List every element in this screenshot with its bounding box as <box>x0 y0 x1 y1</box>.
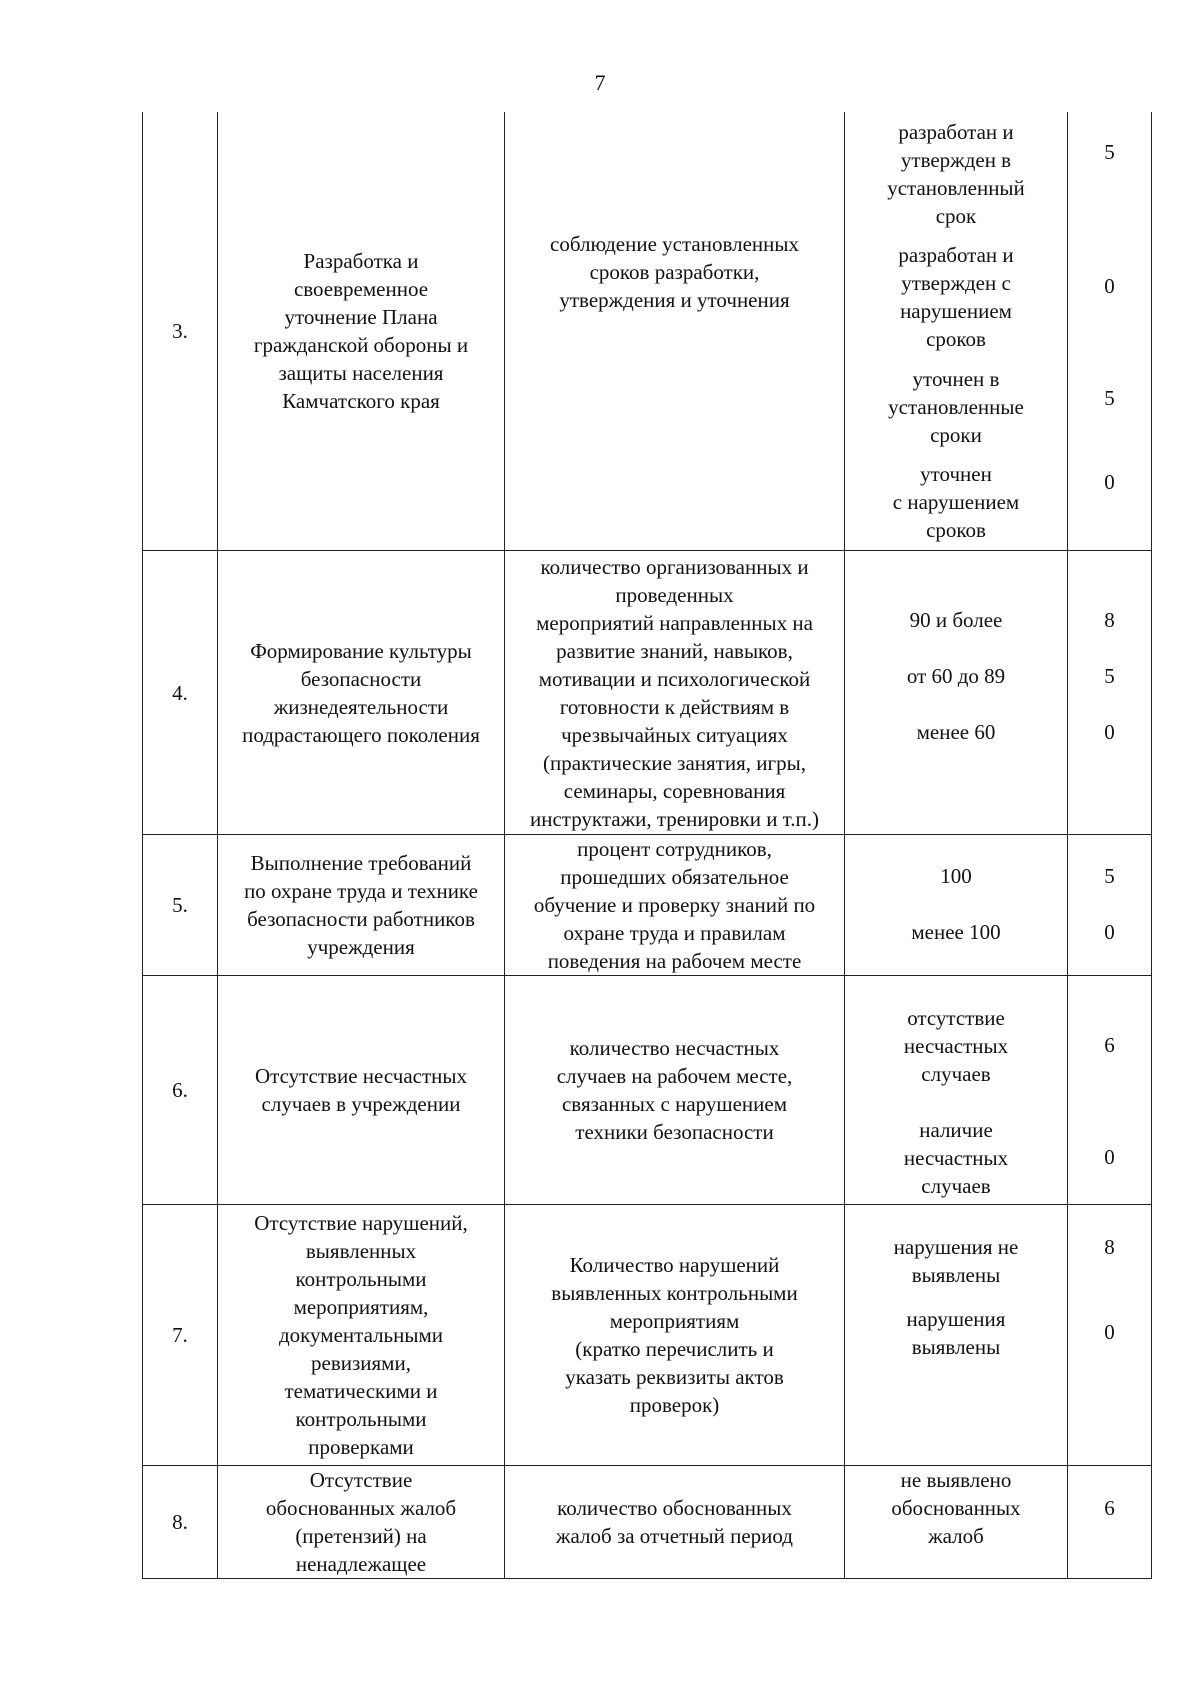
criterion-indicator: количество несчастных случаев на рабочем месте, связанных с нарушением техники безопасности <box>505 976 845 1205</box>
value-option: разработан и утвержден с нарушением сроков <box>898 243 1014 352</box>
criterion-name: Формирование культуры безопасности жизнедеятельности подрастающего поколения <box>218 551 505 835</box>
criterion-values <box>845 835 1068 976</box>
criterion-scores <box>1068 112 1152 551</box>
criterion-scores <box>1068 835 1152 976</box>
criterion-indicator: соблюдение установленных сроков разработки, утверждения и уточнения <box>505 112 845 551</box>
value-option: нарушения не выявлены <box>893 1235 1019 1287</box>
row-number: 6. <box>143 976 218 1205</box>
value-option: разработан и утвержден в установленный срок <box>887 119 1025 228</box>
table-row <box>143 976 1152 1205</box>
score-value: 0 <box>1104 720 1115 744</box>
value-option: менее 100 <box>911 920 1001 944</box>
row-number: 7. <box>143 1205 218 1466</box>
row-number: 3. <box>143 112 218 551</box>
criterion-indicator: количество организованных и проведенных мероприятий направленных на развитие знаний, навыков, мотивации и психологической готовности к действиям в чрезвычайных ситуациях (практические занятия, игры, семинары, соревнования инструктажи, тренировки и т.п.) <box>505 551 845 835</box>
score-value: 5 <box>1104 386 1115 410</box>
criteria-table <box>142 112 1152 1579</box>
table-row <box>143 1466 1152 1579</box>
score-value: 5 <box>1104 664 1115 688</box>
criterion-scores <box>1068 976 1152 1205</box>
score-value: 0 <box>1104 1320 1115 1344</box>
value-option: отсутствие несчастных случаев <box>903 1006 1009 1086</box>
criterion-values <box>845 976 1068 1205</box>
criterion-values <box>845 551 1068 835</box>
table-row <box>143 1205 1152 1466</box>
table-row <box>143 112 1152 551</box>
value-option: менее 60 <box>916 720 996 744</box>
table-row <box>143 551 1152 835</box>
value-option: уточнен в установленные сроки <box>888 366 1024 447</box>
criterion-scores <box>1068 1466 1152 1579</box>
score-value: 6 <box>1104 1033 1115 1057</box>
value-option: нарушения выявлены <box>906 1307 1006 1359</box>
value-option: не выявлено обоснованных жалоб <box>891 1468 1021 1548</box>
score-value: 0 <box>1104 274 1115 298</box>
value-option: наличие несчастных случаев <box>903 1118 1009 1198</box>
score-value: 8 <box>1104 1235 1115 1259</box>
value-option: 90 и более <box>909 608 1003 632</box>
criterion-name: Отсутствие несчастных случаев в учреждении <box>218 976 505 1205</box>
criterion-indicator: процент сотрудников, прошедших обязательное обучение и проверку знаний по охране труда и правилам поведения на рабочем месте <box>505 835 845 976</box>
score-value: 0 <box>1104 1145 1115 1169</box>
score-value: 0 <box>1104 470 1115 494</box>
row-number: 5. <box>143 835 218 976</box>
table-row <box>143 835 1152 976</box>
criterion-name: Разработка и своевременное уточнение Плана гражданской обороны и защиты населения Камчатского края <box>218 112 505 551</box>
row-number: 4. <box>143 551 218 835</box>
criterion-indicator: Количество нарушений выявленных контрольными мероприятиям (кратко перечислить и указать реквизиты актов проверок) <box>505 1205 845 1466</box>
criterion-values <box>845 1205 1068 1466</box>
value-option: уточнен с нарушением сроков <box>892 462 1020 543</box>
criterion-scores <box>1068 551 1152 835</box>
row-number: 8. <box>143 1466 218 1579</box>
criterion-scores <box>1068 1205 1152 1466</box>
score-value: 5 <box>1104 140 1115 164</box>
score-value: 6 <box>1104 1496 1115 1520</box>
criterion-indicator: количество обоснованных жалоб за отчетный период <box>505 1466 845 1579</box>
criterion-name: Выполнение требований по охране труда и технике безопасности работников учреждения <box>218 835 505 976</box>
criterion-name: Отсутствие нарушений, выявленных контрольными мероприятиям, документальными ревизиями, тематическими и контрольными проверками <box>218 1205 505 1466</box>
score-value: 5 <box>1104 864 1115 888</box>
value-option: от 60 до 89 <box>906 664 1006 688</box>
criterion-values <box>845 112 1068 551</box>
value-option: 100 <box>940 864 972 888</box>
criterion-values <box>845 1466 1068 1579</box>
score-value: 8 <box>1104 608 1115 632</box>
criterion-name: Отсутствие обоснованных жалоб (претензий) на ненадлежащее <box>218 1466 505 1579</box>
page-number: 7 <box>594 70 606 95</box>
score-value: 0 <box>1104 920 1115 944</box>
